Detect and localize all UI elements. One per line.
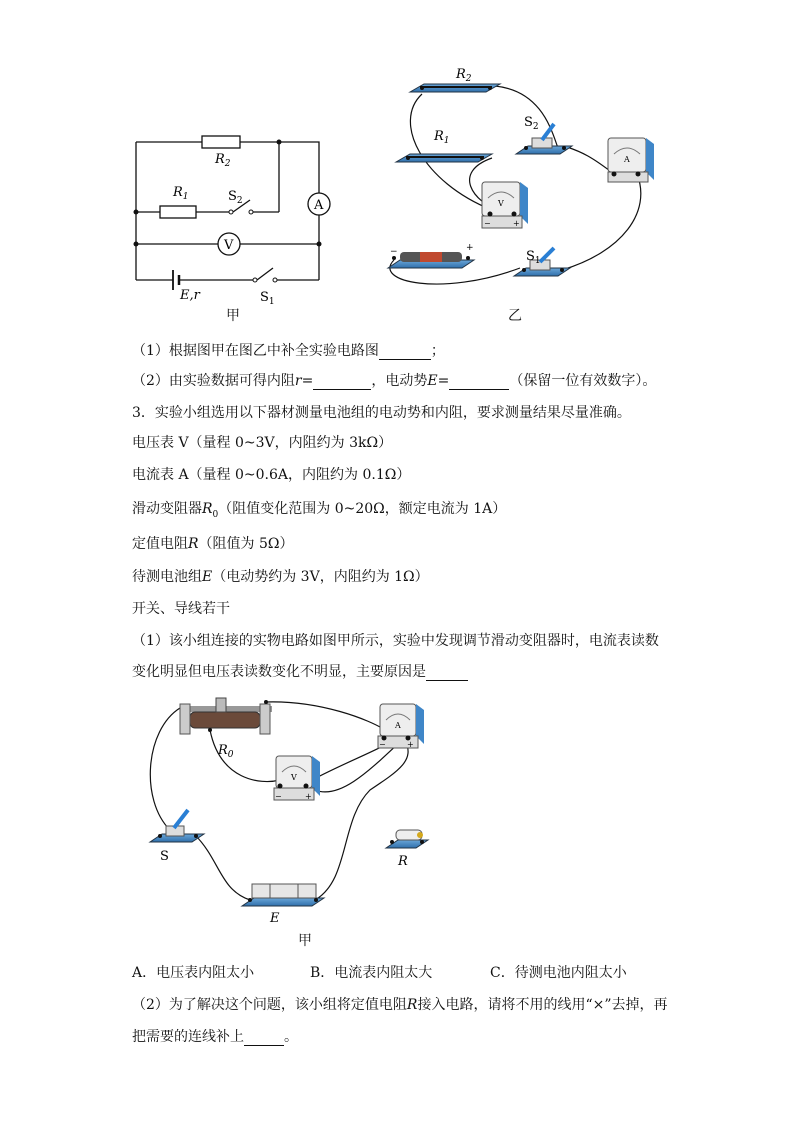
svg-text:−: −: [275, 792, 282, 801]
answer-blank-r[interactable]: [313, 375, 371, 390]
answer-blank-3-1[interactable]: [426, 666, 468, 681]
option-C[interactable]: C．待测电池内阻太小: [490, 965, 627, 981]
voltmeter-device: [482, 182, 528, 228]
voltmeter-device-q3: [274, 756, 320, 801]
answer-blank-E[interactable]: [449, 375, 509, 390]
physical-circuit-yi: [382, 62, 672, 302]
caption-jia: 甲: [226, 308, 240, 324]
rheostat-R0: [180, 698, 272, 734]
circuit-schematic-jia: [125, 120, 340, 310]
svg-text:V: V: [291, 773, 297, 782]
battery-E: [242, 884, 324, 906]
svg-text:−: −: [484, 219, 491, 228]
q3-sub2-line1: （2）为了解决这个问题，该小组将定值电阻R接入电路，请将不用的线用“×”去掉，再: [132, 997, 668, 1013]
q3-item-rheostat: 滑动变阻器$R_0$（阻值变化范围为 0~20Ω，额定电流为 1A）: [132, 501, 507, 520]
svg-text:−: −: [390, 247, 398, 257]
physical-circuit-q3: [140, 690, 440, 950]
label-R2: $R_2$: [215, 152, 231, 169]
q3-sub1-line2: 变化明显但电压表读数变化不明显，主要原因是: [132, 661, 468, 681]
fixed-resistor-R: [386, 830, 428, 848]
label-R-q3: R: [398, 854, 408, 869]
q3-item-battery: 待测电池组E（电动势约为 3V，内阻约为 1Ω）: [132, 569, 429, 585]
resistor-R1: [396, 154, 492, 162]
label-R1-yi: $R_1$: [434, 129, 450, 146]
option-B[interactable]: B．电流表内阻太大: [310, 965, 433, 981]
svg-text:A: A: [624, 155, 630, 164]
label-voltmeter: V: [224, 238, 234, 253]
label-R0: $R_0$: [218, 743, 234, 760]
svg-text:+: +: [305, 792, 312, 801]
caption-q3-jia: 甲: [298, 933, 312, 949]
q3-item-switch: 开关、导线若干: [132, 601, 230, 617]
ammeter-device-q3: [378, 704, 424, 749]
q3-sub1-line1: （1）该小组连接的实物电路如图甲所示，实验中发现调节滑动变阻器时，电流表读数: [132, 633, 659, 649]
answer-blank-3-2[interactable]: [244, 1031, 284, 1046]
label-E-q3: E: [270, 911, 280, 926]
q3-item-voltmeter: 电压表 V（量程 0~3V，内阻约为 3kΩ）: [132, 435, 393, 451]
label-ammeter: A: [314, 198, 324, 213]
answer-blank-1[interactable]: [379, 345, 431, 360]
label-S1: $S_1$: [260, 290, 275, 307]
svg-text:V: V: [498, 199, 504, 208]
switch-S-q3: [150, 810, 204, 842]
label-S2: $S_2$: [228, 189, 243, 206]
label-Er: E,r: [180, 288, 200, 303]
svg-text:+: +: [407, 740, 414, 749]
label-R2-yi: $R_2$: [456, 67, 472, 84]
resistor-R2: [410, 84, 500, 92]
q3-stem: 3．实验小组选用以下器材测量电池组的电动势和内阻，要求测量结果尽量准确。: [132, 405, 631, 421]
label-R1: $R_1$: [173, 185, 189, 202]
switch-S1: [514, 248, 570, 276]
label-S2-yi: $S_2$: [524, 115, 539, 132]
label-S-q3: S: [160, 849, 169, 864]
q2-part2: （2）由实验数据可得内阻r= ，电动势E= （保留一位有效数字）。: [132, 373, 657, 389]
label-S1-yi: $S_1$: [526, 249, 541, 266]
svg-text:+: +: [513, 219, 520, 228]
q3-sub2-line2: 把需要的连线补上 。: [132, 1029, 298, 1045]
svg-text:A: A: [395, 721, 401, 730]
battery-device: [388, 243, 474, 268]
q3-item-fixed-resistor: 定值电阻R（阻值为 5Ω）: [132, 536, 294, 552]
svg-text:+: +: [466, 243, 474, 253]
q2-part1: （1）根据图甲在图乙中补全实验电路图 ；: [132, 343, 445, 359]
caption-yi: 乙: [508, 308, 522, 324]
ammeter-device: [608, 138, 654, 182]
q3-item-ammeter: 电流表 A（量程 0~0.6A，内阻约为 0.1Ω）: [132, 467, 411, 483]
option-A[interactable]: A．电压表内阻太小: [132, 965, 255, 981]
svg-text:−: −: [379, 740, 386, 749]
